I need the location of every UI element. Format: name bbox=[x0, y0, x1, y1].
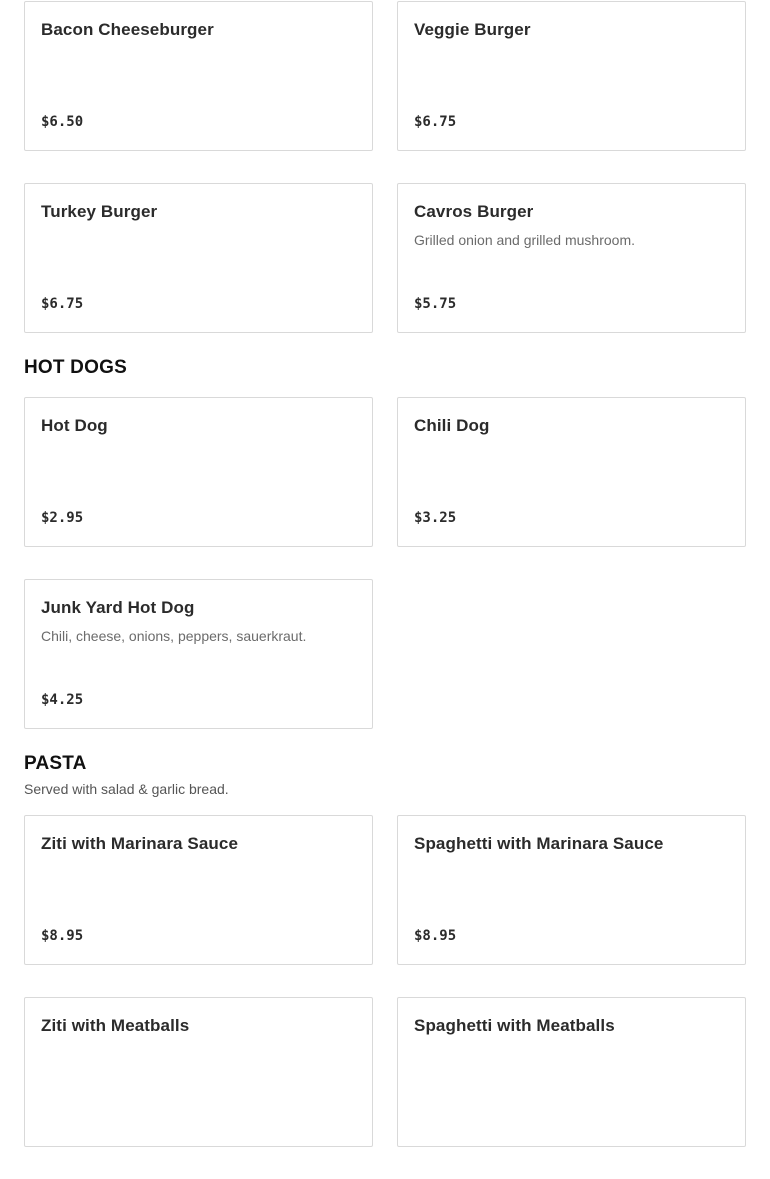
menu-row bbox=[0, 397, 770, 547]
item-price: $5.75 bbox=[414, 296, 457, 312]
menu-item-junk-yard-hot-dog[interactable] bbox=[24, 579, 373, 729]
menu-item-chili-dog[interactable] bbox=[397, 397, 746, 547]
item-name: Turkey Burger bbox=[41, 202, 158, 221]
menu-item-ziti-meatballs[interactable] bbox=[24, 997, 373, 1147]
menu-row bbox=[0, 183, 770, 333]
item-price: $2.95 bbox=[41, 510, 84, 526]
menu-row bbox=[0, 1, 770, 151]
menu-item-cavros-burger[interactable] bbox=[397, 183, 746, 333]
item-price: $8.95 bbox=[41, 928, 84, 944]
menu-item-spaghetti-marinara[interactable] bbox=[397, 815, 746, 965]
item-price: $6.75 bbox=[414, 114, 457, 130]
menu-item-turkey-burger[interactable] bbox=[24, 183, 373, 333]
item-description: Grilled onion and grilled mushroom. bbox=[414, 232, 635, 248]
item-name: Ziti with Marinara Sauce bbox=[41, 834, 239, 853]
item-name: Cavros Burger bbox=[414, 202, 534, 221]
menu-row bbox=[0, 579, 770, 729]
item-name: Chili Dog bbox=[414, 416, 490, 435]
item-name: Hot Dog bbox=[41, 416, 108, 435]
item-price: $6.50 bbox=[41, 114, 84, 130]
section-header-pasta bbox=[0, 729, 770, 815]
menu-item-hot-dog[interactable] bbox=[24, 397, 373, 547]
item-name: Spaghetti with Marinara Sauce bbox=[414, 834, 664, 853]
item-name: Ziti with Meatballs bbox=[41, 1016, 190, 1035]
menu-item-ziti-marinara[interactable] bbox=[24, 815, 373, 965]
item-price: $4.25 bbox=[41, 692, 84, 708]
section-title: HOT DOGS bbox=[24, 357, 127, 378]
menu-row bbox=[0, 815, 770, 965]
menu-item-spaghetti-meatballs[interactable] bbox=[397, 997, 746, 1147]
item-price: $3.25 bbox=[414, 510, 457, 526]
item-name: Spaghetti with Meatballs bbox=[414, 1016, 615, 1035]
menu-row bbox=[0, 997, 770, 1147]
item-name: Junk Yard Hot Dog bbox=[41, 598, 195, 617]
section-title: PASTA bbox=[24, 753, 87, 774]
menu-item-bacon-cheeseburger[interactable] bbox=[24, 1, 373, 151]
item-name: Veggie Burger bbox=[414, 20, 531, 39]
item-description: Chili, cheese, onions, peppers, sauerkraut. bbox=[41, 628, 307, 644]
item-price: $8.95 bbox=[414, 928, 457, 944]
item-name: Bacon Cheeseburger bbox=[41, 20, 214, 39]
item-price: $6.75 bbox=[41, 296, 84, 312]
menu-item-veggie-burger[interactable] bbox=[397, 1, 746, 151]
section-subtitle: Served with salad & garlic bread. bbox=[24, 781, 229, 797]
section-header-hot-dogs bbox=[0, 333, 770, 397]
